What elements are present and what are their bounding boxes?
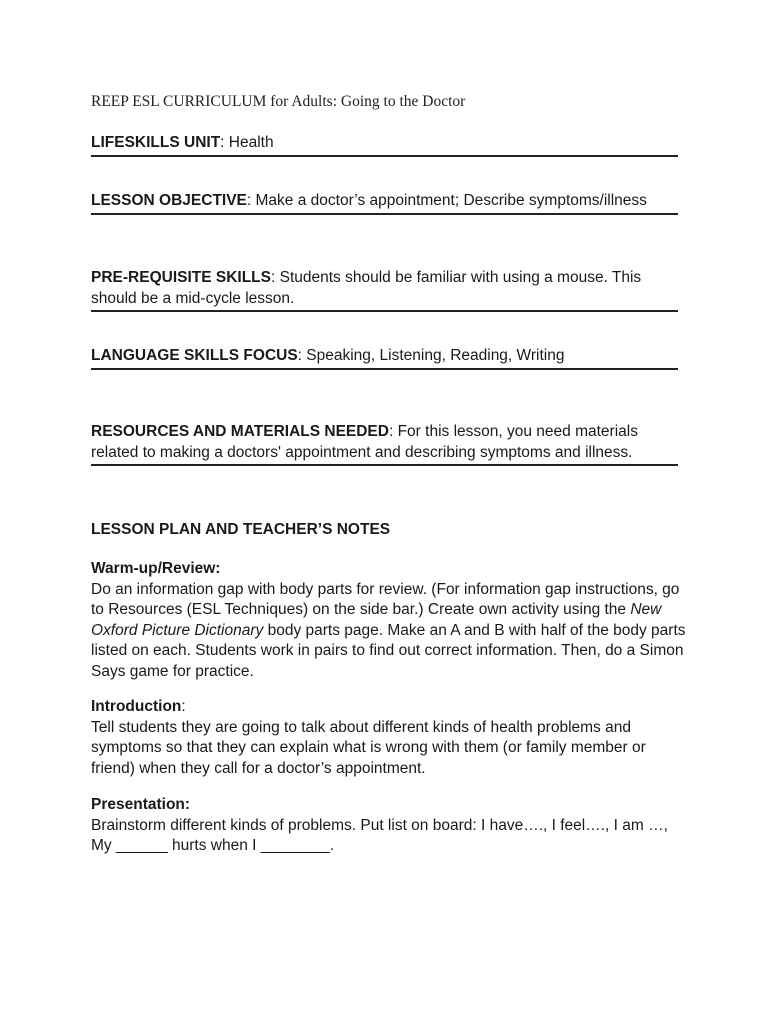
language-skills-focus-value: : Speaking, Listening, Reading, Writing [297,347,565,364]
language-skills-focus-label: LANGUAGE SKILLS FOCUS [91,347,298,364]
prerequisite-skills-label: PRE-REQUISITE SKILLS [91,269,271,286]
warmup-text-after: body parts page. Make an A and B with half of the body parts listed on each. Students work in pairs to find out correct information. Then, do a Simon Says game for practice. [91,621,686,680]
lesson-plan-section [91,520,691,541]
introduction-section [91,697,691,779]
warmup-text [91,580,691,683]
resources-value: : For this lesson, you need materials related to making a doctors' appointment and describing symptoms and illness. [91,423,638,461]
warmup-text-before: Do an information gap with body parts for review. (For information gap instructions, go to Resources (ESL Techniques) on the side bar.) Create own activity using the [91,580,680,618]
resources-field [91,422,678,466]
dictionary-title: New Oxford Picture Dictionary [91,601,662,639]
presentation-section [91,795,691,857]
lifeskills-unit-value: : Health [220,134,274,151]
language-skills-focus-field [91,346,678,370]
prerequisite-skills-value: : Students should be familiar with using a mouse. This should be a mid-cycle lesson. [91,269,642,307]
introduction-text: Tell students they are going to talk about different kinds of health problems and symptoms so that they can explain what is wrong with them (or family member or friend) when they call for a doctor’s appointment. [91,718,646,777]
resources-label: RESOURCES AND MATERIALS NEEDED [91,423,389,440]
lesson-plan-heading: LESSON PLAN AND TEACHER’S NOTES [91,521,391,538]
presentation-heading: Presentation: [91,796,191,813]
warmup-heading: Warm-up/Review: [91,560,221,577]
introduction-heading: Introduction [91,698,182,715]
field-underline [91,368,678,370]
field-underline [91,213,678,215]
lesson-objective-field [91,191,678,215]
lifeskills-unit-label: LIFESKILLS UNIT [91,134,221,151]
warmup-section [91,559,691,682]
field-underline [91,155,678,157]
lesson-objective-label: LESSON OBJECTIVE [91,192,247,209]
lifeskills-unit-field [91,133,678,157]
introduction-colon: : [181,698,186,715]
field-underline [91,310,678,312]
document-title: REEP ESL CURRICULUM for Adults: Going to the Doctor [91,93,466,110]
presentation-text: Brainstorm different kinds of problems. Put list on board: I have…., I feel…., I am …, My ______ hurts when I ________. [91,816,668,854]
prerequisite-skills-field [91,268,678,312]
lesson-objective-value: : Make a doctor’s appointment; Describe symptoms/illness [246,192,647,209]
field-underline [91,464,678,466]
